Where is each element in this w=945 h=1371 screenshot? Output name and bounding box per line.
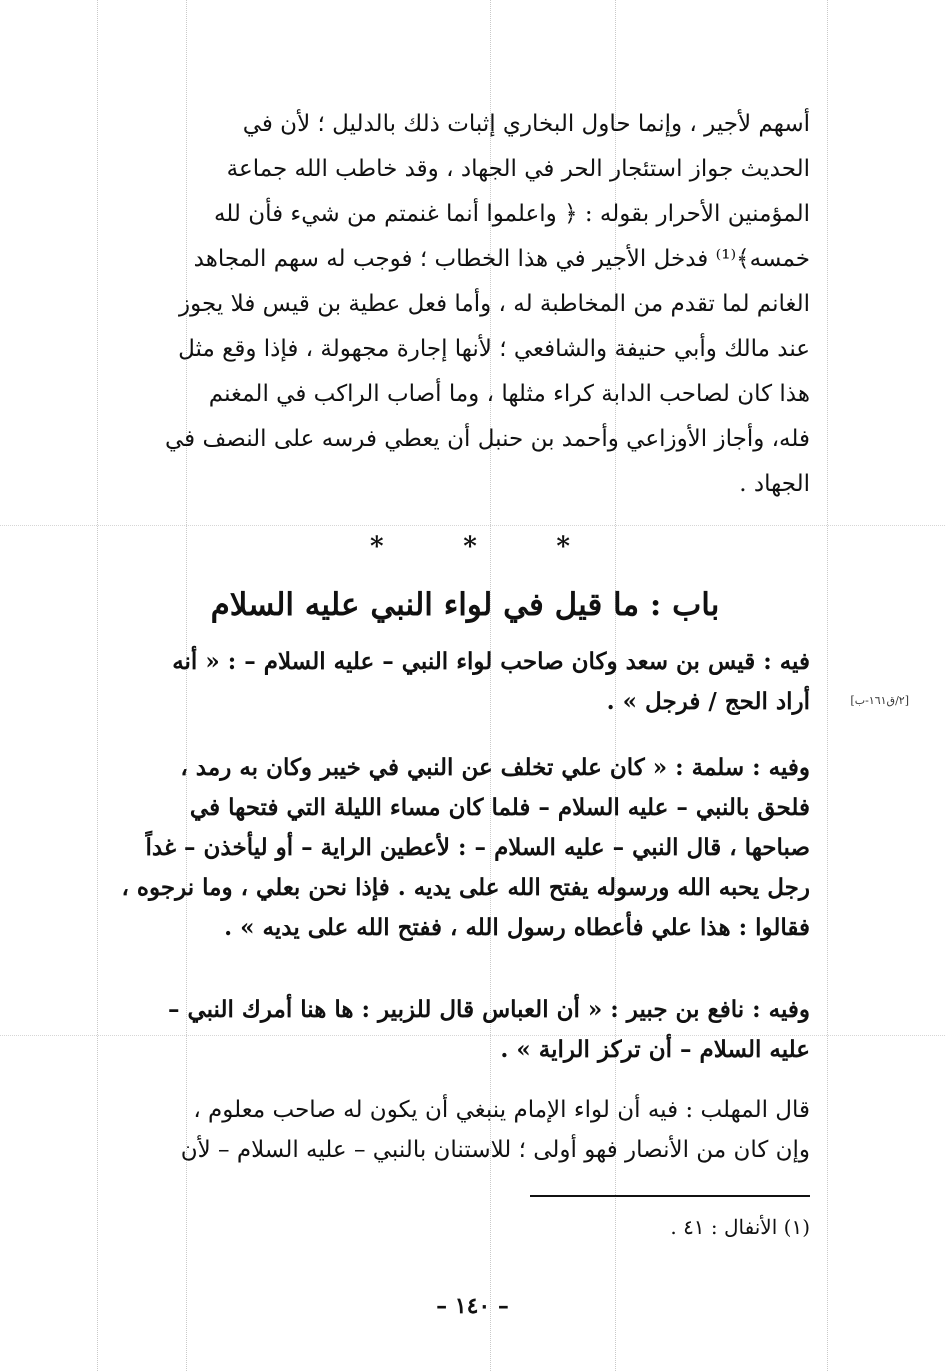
separator-star: * (463, 532, 477, 562)
footnote-divider (530, 1195, 810, 1197)
para-line: وفيه : سلمة : « كان علي تخلف عن النبي في خيبر وكان به رمد ، (180, 754, 810, 781)
para-line: صباحها ، قال النبي – عليه السلام – : لأعطين الراية – أو ليأخذن – غداً (145, 834, 810, 861)
body-line: الغانم لما تقدم من المخاطبة له ، وأما فعل عطية بن قيس فلا يجوز (179, 291, 810, 317)
section-separator (370, 532, 570, 562)
page-number: – ١٤٠ – (436, 1293, 509, 1319)
hadith-paragraph (120, 990, 810, 1070)
body-line: عند مالك وأبي حنيفة والشافعي ؛ لأنها إجارة مجهولة ، فإذا وقع مثل (178, 336, 810, 362)
body-line: فله، وأجاز الأوزاعي وأحمد بن حنبل أن يعطي فرسه على النصف في (165, 426, 810, 452)
para-line: رجل يحبه الله ورسوله يفتح الله على يديه . فإذا نحن بعلي ، وما نرجوه ، (121, 874, 810, 901)
chapter-title: باب : ما قيل في لواء النبي عليه السلام (210, 587, 720, 623)
body-line: الجهاد . (739, 471, 810, 497)
guide-line (97, 0, 98, 1371)
body-line: خمسه﴾⁽¹⁾ فدخل الأجير في هذا الخطاب ؛ فوجب له سهم المجاهد (193, 246, 810, 272)
body-line: أسهم لأجير ، وإنما حاول البخاري إثبات ذلك بالدليل ؛ لأن في (242, 111, 810, 137)
para-line: عليه السلام – أن تركز الراية » . (500, 1036, 810, 1063)
commentary-paragraph (120, 1090, 810, 1170)
body-line: المؤمنين الأحرار بقوله : ﴿ واعلموا أنما غنمتم من شيء فأن لله (213, 201, 810, 227)
para-line: فيه : قيس بن سعد وكان صاحب لواء النبي – عليه السلام – : « أنه (172, 648, 810, 675)
guide-line (0, 525, 945, 526)
para-line: فقالوا : هذا علي فأعطاه رسول الله ، ففتح الله على يديه » . (224, 914, 810, 941)
footnote: (١) الأنفال : ٤١ . (670, 1215, 810, 1239)
margin-reference: [٢/ق١٦١-ب] (850, 694, 909, 707)
guide-line (827, 0, 828, 1371)
para-line: وفيه : نافع بن جبير : « أن العباس قال للزبير : ها هنا أمرك النبي – (167, 996, 810, 1023)
hadith-paragraph (120, 642, 810, 722)
para-line: وإن كان من الأنصار فهو أولى ؛ للاستنان بالنبي – عليه السلام – لأن (180, 1137, 810, 1163)
body-paragraph (120, 102, 810, 507)
hadith-paragraph (120, 748, 810, 948)
separator-star: * (556, 532, 570, 562)
body-line: هذا كان لصاحب الدابة كراء مثلها ، وما أصاب الراكب في المغنم (208, 381, 810, 407)
para-line: فلحق بالنبي – عليه السلام – فلما كان مساء الليلة التي فتحها في (189, 794, 810, 821)
separator-star: * (370, 532, 384, 562)
body-line: الحديث جواز استئجار الحر في الجهاد ، وقد خاطب الله جماعة (226, 156, 810, 182)
para-line: قال المهلب : فيه أن لواء الإمام ينبغي أن يكون له صاحب معلوم ، (193, 1097, 810, 1123)
para-line: أراد الحج / فرجل » . (606, 688, 810, 715)
